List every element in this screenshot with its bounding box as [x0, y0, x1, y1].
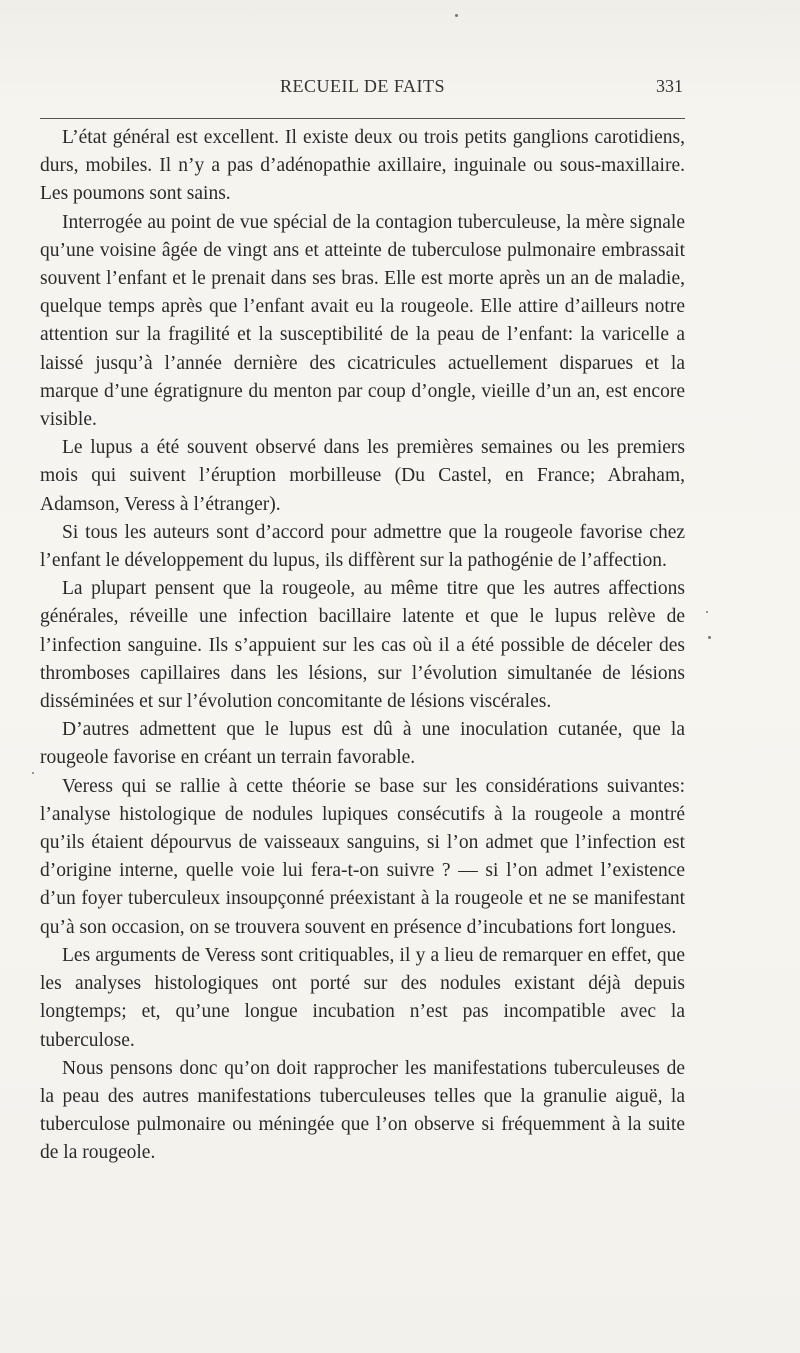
- paragraph: Les arguments de Veress sont critiquables, il y a lieu de remarquer en effet, que les analyses histologiques ont porté sur des nodules existant déjà depuis longtemps; et, qu’une longue incubation n’est pas incompatible avec la tuberculose.: [40, 944, 685, 1051]
- paragraph: D’autres admettent que le lupus est dû à une inoculation cutanée, que la rougeole favorise en créant un terrain favorable.: [40, 719, 685, 769]
- body-text: [40, 124, 685, 1168]
- header-rule: [40, 118, 685, 119]
- paper-speck: [706, 611, 708, 613]
- paper-speck: [455, 14, 458, 17]
- paragraph: La plupart pensent que la rougeole, au même titre que les autres affections générales, réveille une infection bacillaire latente et que le lupus relève de l’infection sanguine. Ils s’appuient sur les cas où il a été possible de déceler des thromboses capillaires dans les lésions, sur l’évolution simultanée de lésions disséminées et sur l’évolution concomitante de lésions viscérales.: [40, 578, 685, 713]
- page-number: 331: [656, 76, 683, 96]
- paper-speck: [32, 772, 34, 774]
- paragraph: Veress qui se rallie à cette théorie se base sur les considérations suivantes: l’analyse histologique de nodules lupiques consécutifs à la rougeole a montré qu’ils étaient dépourvus de vaisseaux sanguins, si l’on admet que l’infection est d’origine interne, quelle voie lui fera-t-on suivre ? — si l’on admet l’existence d’un foyer tuberculeux insoupçonné préexistant à la rougeole et ne se manifestant qu’à son occasion, on se trouvera souvent en présence d’incubations fort longues.: [40, 775, 685, 938]
- paragraph: Le lupus a été souvent observé dans les premières semaines ou les premiers mois qui suivent l’éruption morbilleuse (Du Castel, en France; Abraham, Adamson, Veress à l’étranger).: [40, 437, 685, 515]
- paragraph: Interrogée au point de vue spécial de la contagion tuberculeuse, la mère signale qu’une voisine âgée de vingt ans et atteinte de tuberculose pulmonaire embrassait souvent l’enfant et le prenait dans ses bras. Elle est morte après un an de maladie, quelque temps après que l’enfant avait eu la rougeole. Elle attire d’ailleurs notre attention sur la fragilité et la susceptibilité de la peau de l’enfant: la varicelle a laissé jusqu’à l’année dernière des cicatricules actuellement disparues et la marque d’une égratignure du menton par coup d’ongle, vieille d’un an, est encore visible.: [40, 211, 685, 431]
- running-title: RECUEIL DE FAITS: [280, 76, 445, 96]
- paragraph: L’état général est excellent. Il existe deux ou trois petits ganglions carotidiens, durs, mobiles. Il n’y a pas d’adénopathie axillaire, inguinale ou sous-maxillaire. Les poumons sont sains.: [40, 127, 685, 205]
- paragraph: Nous pensons donc qu’on doit rapprocher les manifestations tuberculeuses de la peau des autres manifestations tuberculeuses telles que la granulie aiguë, la tuberculose pulmonaire ou méningée que l’on observe si fréquemment à la suite de la rougeole.: [40, 1057, 685, 1164]
- running-header: [40, 76, 685, 106]
- paragraph: Si tous les auteurs sont d’accord pour admettre que la rougeole favorise chez l’enfant le développement du lupus, ils diffèrent sur la pathogénie de l’affection.: [40, 521, 685, 572]
- paper-speck: [708, 636, 711, 639]
